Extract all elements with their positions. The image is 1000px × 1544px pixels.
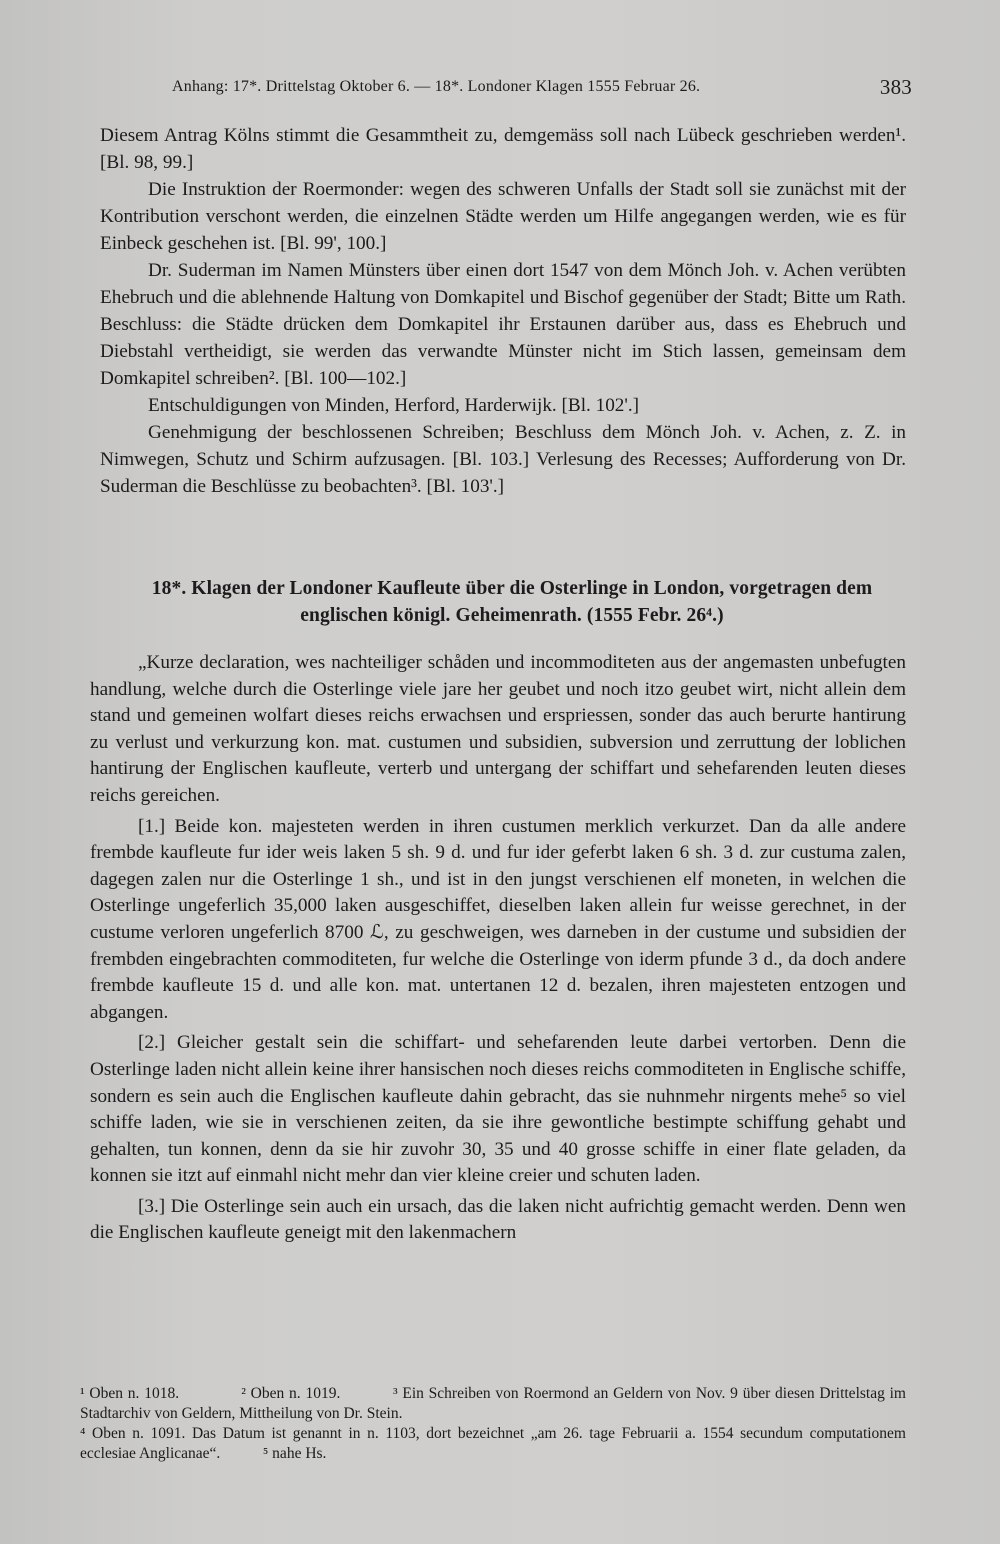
- footnote-1: ¹ Oben n. 1018.: [80, 1385, 180, 1402]
- paragraph: [2.] Gleicher gestalt sein die schiffart- und sehefarenden leute darbei vertorben. Denn die Osterlinge laden nicht allein keine ihrer hansischen noch dieses reichs commoditeten in Englische schiffe, sondern es sein auch die Englischen kaufleute dahin gebracht, das sie nuhnmehr nirgents mehe⁵ so viel schiffe laden, wie sie in verschienen zeiten, da sie ihre gewontliche bestimpte schiffung gehabt und gehalten, tun konnen, denn da sie hir zuvohr 30, 35 und 40 grosse schiffe in einer flate geladen, da konnen sie itzt auf einmahl nicht mehr dan vier kleine creier und schuten laden.: [90, 1032, 906, 1187]
- section-heading: 18*. Klagen der Londoner Kaufleute über die Osterlinge in London, vorgetragen dem englischen königl. Geheimenrath. (1555 Febr. 26⁴.): [151, 578, 873, 626]
- footnotes: [80, 1384, 906, 1464]
- running-header: [172, 75, 912, 99]
- paragraph: Diesem Antrag Kölns stimmt die Gesammtheit zu, demgemäss soll nach Lübeck geschrieben werden¹. [Bl. 98, 99.]: [100, 125, 906, 173]
- paragraph: [1.] Beide kon. majesteten werden in ihren custumen merklich verkurzet. Dan da alle andere frembde kaufleute fur ider weis laken 5 sh. 9 d. und fur ider geferbt laken 6 sh. 3 d. zur custuma zalen, dagegen zalen nur die Osterlinge 1 sh., und ist in den jungst verschienen elf moneten, in welchen die Osterlinge ungeferlich 35,000 laken ausgeschiffet, dieselben laken allein fur weisse gerechnet, in der custume verloren ungeferlich 8700 ℒ, zu geschweigen, wes darneben in der custume und subsidien der frembden eingebrachten commoditeten, fur welche die Osterlinge von iderm pfunde 3 d., da doch andere frembde kaufleute 15 d. und alle kon. mat. untertanen 12 d. bezalen, ihren majesteten entzogen und abgangen.: [90, 815, 906, 1023]
- footnote-2: ² Oben n. 1019.: [241, 1385, 341, 1402]
- section-18-text: [90, 650, 906, 1251]
- paragraph: Entschuldigungen von Minden, Herford, Harderwijk. [Bl. 102'.]: [148, 395, 640, 416]
- paragraph: „Kurze declaration, wes nachteiliger schåden und incommoditeten aus der angemasten unbefugten handlung, welche durch die Osterlinge viele jare her geubet und noch itzo geubet wirt, nicht allein dem stand und gemeinen wolfart dieses reichs erwachsen und erspriessen, sonder das auch berurte hantirung zu verlust und verkurzung kon. mat. custumen und subsidien, subversion und zerruttung der loblichen hantirung der Englischen kaufleute, verterb und untergang der schiffart und sehefarenden leuten dieses reichs gereichen.: [90, 652, 906, 806]
- footnote-4: ⁴ Oben n. 1091. Das Datum ist genannt in n. 1103, dort bezeichnet „am 26. tage Februarii a. 1554 secundum computationem ecclesiae Anglicanae“.: [80, 1425, 906, 1462]
- paragraph: Dr. Suderman im Namen Münsters über einen dort 1547 von dem Mönch Joh. v. Achen verübten Ehebruch und die ablehnende Haltung von Domkapitel und Bischof gegenüber der Stadt; Bitte um Rath. Beschluss: die Städte drücken dem Domkapitel ihr Erstaunen darüber aus, dass es Ehebruch und Diebstahl vertheidigt, sie werden das verwandte Münster nicht im Stich lassen, gemeinsam dem Domkapitel schreiben². [Bl. 100—102.]: [100, 260, 906, 389]
- paragraph: [3.] Die Osterlinge sein auch ein ursach, das die laken nicht aufrichtig gemacht werden. Denn wen die Englischen kaufleute geneigt mit den lakenmachern: [90, 1195, 906, 1244]
- running-title: Anhang: 17*. Drittelstag Oktober 6. — 18*. Londoner Klagen 1555 Februar 26.: [172, 78, 701, 95]
- section-17-text: [100, 122, 906, 500]
- page-number: 383: [879, 75, 912, 99]
- footnote-5: ⁵ nahe Hs.: [262, 1445, 327, 1462]
- footnote-3: ³ Ein Schreiben von Roermond an Geldern von Nov. 9 über diesen Drittelstag im Stadtarchiv von Geldern, Mittheilung von Dr. Stein.: [80, 1385, 906, 1422]
- paragraph: Genehmigung der beschlossenen Schreiben; Beschluss dem Mönch Joh. v. Achen, z. Z. in Nimwegen, Schutz und Schirm aufzusagen. [Bl. 103.] Verlesung des Recesses; Aufforderung von Dr. Suderman die Beschlüsse zu beobachten³. [Bl. 103'.]: [100, 422, 906, 497]
- paragraph: Die Instruktion der Roermonder: wegen des schweren Unfalls der Stadt soll sie zunächst mit der Kontribution verschont werden, die einzelnen Städte werden um Hilfe angegangen werden, wie es für Einbeck geschehen ist. [Bl. 99', 100.]: [100, 179, 906, 254]
